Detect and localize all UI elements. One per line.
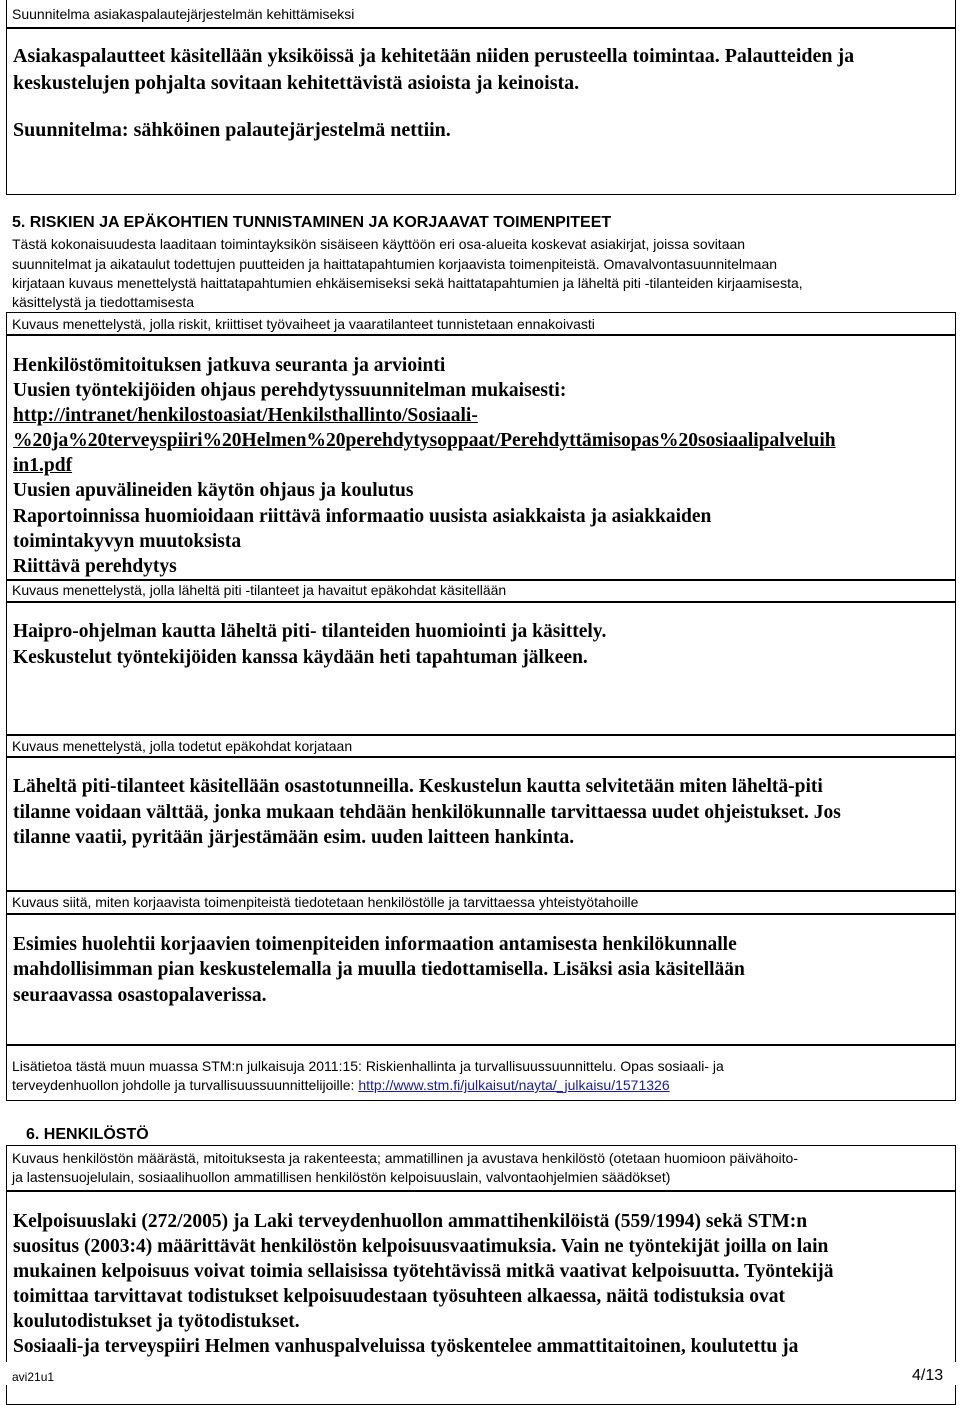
box1-line: Riittävä perehdytys: [13, 556, 177, 577]
divider: [6, 756, 956, 758]
personnel-line: suositus (2003:4) määrittävät henkilöstön kelpoisuusvaatimuksia. Vain ne työntekijät joilla on lain: [13, 1236, 829, 1257]
box2-line: Keskustelut työntekijöiden kanssa käydään heti tapahtuman jälkeen.: [13, 647, 588, 668]
perehdytysopas-link[interactable]: http://intranet/henkilostoasiat/Henkilsthallinto/Sosiaali-: [13, 405, 478, 426]
box2-line: Haipro-ohjelman kautta läheltä piti- tilanteiden huomiointi ja käsittely.: [13, 621, 607, 642]
perehdytysopas-link[interactable]: %20ja%20terveyspiiri%20Helmen%20perehdytysoppaat/Perehdyttämisopas%20sosiaalipalveluih: [13, 430, 836, 451]
divider: [6, 27, 956, 29]
box1-line: Uusien apuvälineiden käytön ohjaus ja koulutus: [13, 480, 414, 501]
box1-line: Uusien työntekijöiden ohjaus perehdytyssuunnitelman mukaisesti:: [13, 380, 567, 401]
divider: [6, 1190, 956, 1192]
stm-publication-link[interactable]: http://www.stm.fi/julkaisut/nayta/_julkaisu/1571326: [358, 1077, 670, 1093]
box1-label: Kuvaus menettelystä, jolla riskit, kriittiset työvaiheet ja vaaratilanteet tunnistetaan ennakoivasti: [12, 316, 595, 332]
section-5-intro-line: Tästä kokonaisuudesta laaditaan toimintayksikön sisäiseen käyttöön eri osa-alueita koskevat asiakirjat, joissa sovitaan: [12, 236, 746, 252]
more-info-text: terveydenhuollon johdolle ja turvallisuussuunnittelijoille:: [12, 1077, 359, 1093]
box1-line: toimintakyvyn muutoksista: [13, 531, 242, 552]
document-code: avi21u1: [12, 1370, 55, 1384]
personnel-line: Sosiaali-ja terveyspiiri Helmen vanhuspalveluissa työskentelee ammattitaitoinen, koulutettu ja: [13, 1336, 799, 1357]
box4-label: Kuvaus siitä, miten korjaavista toimenpiteistä tiedotetaan henkilöstölle ja tarvittaessa yhteistyötahoille: [12, 894, 639, 910]
feedback-plan-box: [6, 0, 956, 195]
box4-line: mahdollisimman pian keskustelemalla ja muulla tiedottamisella. Lisäksi asia käsitellään: [13, 959, 745, 980]
section-5-intro-line: suunnitelmat ja aikataulut todettujen puutteiden ja haittatapahtumien korjaavista toimenpiteistä. Omavalvontasuunnitelmaan: [12, 256, 778, 272]
personnel-line: mukainen kelpoisuus voivat toimia sellaisissa työtehtävissä mitkä vaativat kelpoisuutta. Työntekijä: [13, 1261, 834, 1282]
personnel-label-line: ja lastensuojelulain, sosiaalihuollon ammatillisen henkilöstön kelpoisuuslain, valvontaohjelmien säädökset): [12, 1169, 671, 1185]
section-6-heading: 6. HENKILÖSTÖ: [26, 1126, 149, 1143]
more-info-line: Lisätietoa tästä muun muassa STM:n julkaisuja 2011:15: Riskienhallinta ja turvallisuussuunnittelu. Opas sosiaali- ja: [12, 1058, 724, 1074]
section-5-intro-line: kirjataan kuvaus menettelystä haittatapahtumien ehkäisemiseksi sekä haittatapahtumien ja läheltä piti -tilanteiden kirjaamisesta,: [12, 275, 803, 291]
box3-line: Läheltä piti-tilanteet käsitellään osastotunneilla. Keskustelun kautta selvitetään miten läheltä-piti: [13, 776, 823, 797]
more-info-line: [12, 1075, 670, 1095]
box2-label: Kuvaus menettelystä, jolla läheltä piti -tilanteet ja havaitut epäkohdat käsitellään: [12, 582, 507, 598]
box1-line: Raportoinnissa huomioidaan riittävä informaatio uusista asiakkaista ja asiakkaiden: [13, 506, 712, 527]
footer-band: [0, 1362, 960, 1385]
divider: [6, 601, 956, 603]
feedback-plan-line: Suunnitelma: sähköinen palautejärjestelmä nettiin.: [13, 119, 451, 141]
personnel-line: koulutodistukset ja työtodistukset.: [13, 1311, 300, 1332]
box3-line: tilanne vaatii, pyritään järjestämään esim. uuden laitteen hankinta.: [13, 827, 575, 848]
personnel-label-line: Kuvaus henkilöstön määrästä, mitoituksesta ja rakenteesta; ammatillinen ja avustava henkilöstö (otetaan huomioon päivähoito-: [12, 1150, 798, 1166]
feedback-text-line: keskustelujen pohjalta sovitaan kehitettävistä asioista ja keinoista.: [13, 72, 580, 94]
personnel-line: Kelpoisuuslaki (272/2005) ja Laki terveydenhuollon ammattihenkilöistä (559/1994) sekä STM:n: [13, 1211, 808, 1232]
box3-label: Kuvaus menettelystä, jolla todetut epäkohdat korjataan: [12, 738, 353, 754]
box3-line: tilanne voidaan välttää, jonka mukaan tehdään henkilökunnalle tarvittaessa uudet ohjeistukset. Jos: [13, 802, 841, 823]
section-5-intro-line: käsittelystä ja tiedottamisesta: [12, 294, 195, 310]
page-number: 4/13: [912, 1367, 944, 1384]
divider: [6, 913, 956, 915]
box1-link-line[interactable]: [13, 403, 478, 429]
box4-line: Esimies huolehtii korjaavien toimenpiteiden informaation antamisesta henkilökunnalle: [13, 934, 737, 955]
divider: [6, 334, 956, 336]
box4-line: seuraavassa osastopalaverissa.: [13, 985, 267, 1006]
personnel-line: toimittaa tarvittavat todistukset kelpoisuudestaan työsuhteen alkaessa, näitä todistuksia ovat: [13, 1286, 785, 1307]
box1-line: Henkilöstömitoituksen jatkuva seuranta ja arviointi: [13, 355, 446, 376]
feedback-plan-label: Suunnitelma asiakaspalautejärjestelmän kehittämiseksi: [12, 6, 355, 22]
perehdytysopas-link[interactable]: in1.pdf: [13, 455, 73, 476]
section-5-heading: 5. RISKIEN JA EPÄKOHTIEN TUNNISTAMINEN JA KORJAAVAT TOIMENPITEET: [12, 214, 612, 231]
box1-link-line[interactable]: [13, 428, 836, 454]
feedback-text-line: Asiakaspalautteet käsitellään yksiköissä ja kehitetään niiden perusteella toimintaa. Palautteiden ja: [13, 45, 855, 67]
box1-link-line[interactable]: [13, 453, 72, 479]
